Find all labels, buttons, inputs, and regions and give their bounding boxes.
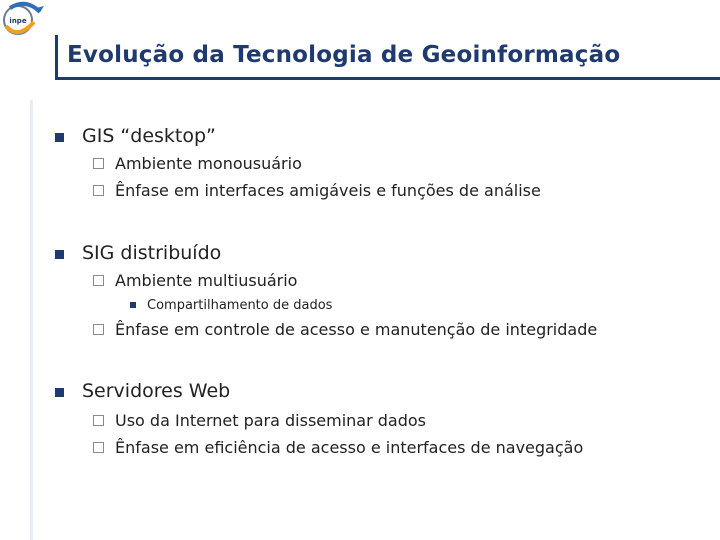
svg-text:inpe: inpe [9, 17, 27, 25]
bullet-text: SIG distribuído [82, 242, 222, 264]
sub-bullet-text: Ambiente multiusuário [115, 271, 298, 290]
checkbox-bullet-icon [93, 185, 104, 196]
checkbox-bullet-icon [93, 442, 104, 453]
square-bullet-icon [55, 250, 64, 259]
sub-bullet-text: Ambiente monousuário [115, 154, 302, 173]
inpe-logo-icon [0, 0, 46, 40]
checkbox-bullet-icon [93, 324, 104, 335]
bullet-text: Servidores Web [82, 380, 231, 402]
square-bullet-icon [55, 388, 64, 397]
left-decorative-rule [30, 100, 33, 540]
slide-title: Evolução da Tecnologia de Geoinformação [67, 42, 621, 68]
sub-sub-bullet-text: Compartilhamento de dados [147, 298, 333, 313]
square-bullet-icon [130, 302, 136, 308]
checkbox-bullet-icon [93, 158, 104, 169]
sub-bullet-text: Uso da Internet para disseminar dados [115, 411, 427, 430]
sub-bullet-text: Ênfase em eficiência de acesso e interfaces de navegação [115, 438, 584, 457]
sub-bullet-text: Ênfase em controle de acesso e manutenção de integridade [115, 320, 598, 339]
checkbox-bullet-icon [93, 415, 104, 426]
square-bullet-icon [55, 133, 64, 142]
checkbox-bullet-icon [93, 275, 104, 286]
sub-bullet-text: Ênfase em interfaces amigáveis e funções de análise [115, 181, 541, 200]
bullet-text: GIS “desktop” [82, 125, 216, 147]
